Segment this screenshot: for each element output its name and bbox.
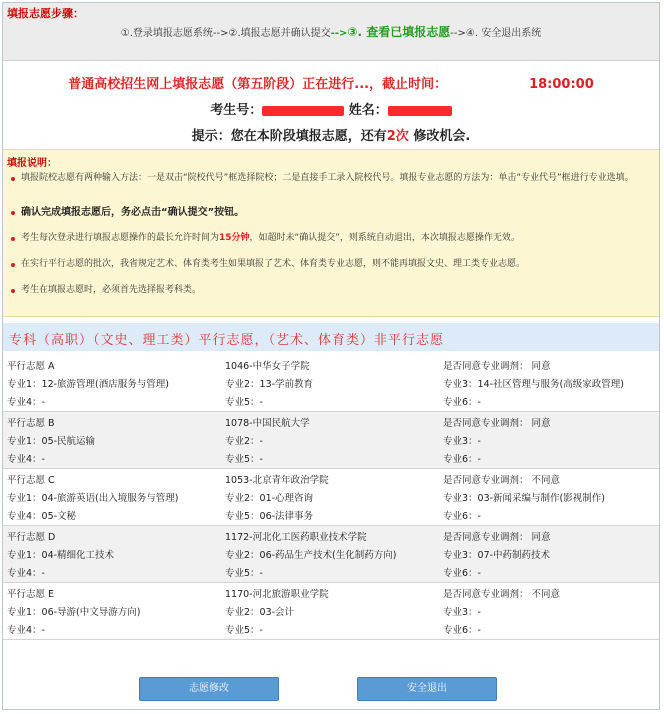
choice-major-6: 专业6：- [443, 625, 481, 636]
tip-prefix: 提示：您在本阶段填报志愿，还有 [191, 129, 387, 144]
page-frame [2, 2, 660, 710]
choice-major-2: 专业2：13-学前教育 [225, 379, 314, 390]
steps-row [3, 23, 659, 40]
choice-major-2: 专业2：03-会计 [225, 607, 295, 618]
choice-major-3: 专业3：- [443, 607, 481, 618]
instructions-title: 填报说明： [7, 158, 57, 169]
choice-major-1: 专业1：04-精细化工技术 [7, 550, 115, 561]
name-label: 姓名： [348, 103, 388, 118]
choice-major-5: 专业5：- [225, 568, 263, 579]
choice-school: 1170-河北旅游职业学院 [225, 589, 329, 600]
candidate-info [3, 99, 659, 118]
choice-major-6: 专业6：- [443, 454, 481, 465]
choice-major-4: 专业4：05-文秘 [7, 511, 77, 522]
note-time-limit-a: 考生每次登录进行填报志愿操作的最长允许时间为 [21, 233, 220, 243]
tip-suffix: 修改机会. [408, 129, 471, 144]
steps-title: 填报志愿步骤： [7, 7, 84, 20]
choice-school: 1172-河北化工医药职业技术学院 [225, 532, 367, 543]
choice-school: 1053-北京青年政治学院 [225, 475, 329, 486]
choice-label: 平行志愿 D [7, 532, 56, 543]
modify-choices-button[interactable]: 志愿修改 [139, 677, 279, 701]
choice-major-5: 专业5：- [225, 397, 263, 408]
tip-count: 2次 [386, 129, 409, 144]
choice-major-4: 专业4：- [7, 625, 45, 636]
choice-major-5: 专业5：- [225, 625, 263, 636]
step-arrow: --> [212, 28, 229, 39]
choice-major-1: 专业1：06-导游(中文导游方向) [7, 607, 141, 618]
choice-major-4: 专业4：- [7, 568, 45, 579]
choice-row-e [3, 583, 659, 640]
choice-adjust: 是否同意专业调剂： 同意 [443, 361, 551, 372]
choice-label: 平行志愿 C [7, 475, 55, 486]
steps-panel [3, 3, 659, 61]
choice-row-b [3, 412, 659, 469]
choice-major-1: 专业1：12-旅游管理(酒店服务与管理) [7, 379, 169, 390]
choice-row-d [3, 526, 659, 583]
choice-major-6: 专业6：- [443, 397, 481, 408]
redacted-date [447, 80, 529, 90]
step-view-current: ③. 查看已填报志愿 [347, 25, 451, 39]
headline-text: 普通高校招生网上填报志愿（第五阶段）正在进行...，截止时间： [68, 77, 448, 92]
choice-major-3: 专业3：- [443, 436, 481, 447]
note-select-category: 考生在填报志愿时，必须首先选择报考科类。 [21, 284, 651, 297]
choice-major-1: 专业1：05-民航运输 [7, 436, 96, 447]
step-arrow: --> [330, 28, 348, 39]
choice-label: 平行志愿 E [7, 589, 55, 600]
redacted-candidate-number [262, 106, 344, 116]
choice-major-3: 专业3：07-中药制药技术 [443, 550, 551, 561]
choice-major-3: 专业3：14-社区管理与服务(高级家政管理) [443, 379, 624, 390]
choice-school: 1046-中华女子学院 [225, 361, 310, 372]
note-art-sports: 在实行平行志愿的批次，我省规定艺术、体育类考生如果填报了艺术、体育类专业志愿，则不能再填报文史、理工类专业志愿。 [21, 258, 651, 271]
choice-major-1: 专业1：04-旅游英语(出入境服务与管理) [7, 493, 179, 504]
redacted-name [388, 106, 452, 116]
choice-major-4: 专业4：- [7, 397, 45, 408]
safe-exit-button[interactable]: 安全退出 [357, 677, 497, 701]
choice-label: 平行志愿 B [7, 418, 55, 429]
choice-major-2: 专业2：- [225, 436, 263, 447]
note-input-methods: 填报院校志愿有两种输入方法：一是双击“院校代号”框选择院校；二是直接手工录入院校代号。填报专业志愿的方法为：单击“专业代号”框进行专业选填。 [21, 172, 651, 185]
choice-major-2: 专业2：06-药品生产技术(生化制药方向) [225, 550, 397, 561]
choice-row-c [3, 469, 659, 526]
note-time-limit [21, 232, 651, 245]
section-title: 专科（高职）（文史、理工类）平行志愿，（艺术、体育类）非平行志愿 [9, 333, 445, 348]
choice-major-3: 专业3：03-新闻采编与制作(影视制作) [443, 493, 605, 504]
choice-adjust: 是否同意专业调剂： 不同意 [443, 475, 561, 486]
section-header [3, 323, 659, 351]
choice-adjust: 是否同意专业调剂： 不同意 [443, 589, 561, 600]
choice-major-4: 专业4：- [7, 454, 45, 465]
choice-major-2: 专业2：01-心理咨询 [225, 493, 314, 504]
choice-major-5: 专业5：- [225, 454, 263, 465]
note-time-limit-value: 15分钟 [219, 233, 250, 243]
note-confirm-submit: 确认完成填报志愿后，务必点击“确认提交”按钮。 [21, 206, 651, 219]
choice-major-6: 专业6：- [443, 511, 481, 522]
deadline-time: 18:00:00 [529, 77, 594, 92]
candidate-number-label: 考生号： [210, 103, 263, 118]
step-login: ①.登录填报志愿系统 [120, 28, 213, 39]
choice-major-6: 专业6：- [443, 568, 481, 579]
note-time-limit-b: ，如超时未“确认提交”，则系统自动退出，本次填报志愿操作无效。 [249, 233, 520, 243]
choice-adjust: 是否同意专业调剂： 同意 [443, 532, 551, 543]
choice-label: 平行志愿 A [7, 361, 55, 372]
choice-major-5: 专业5：06-法律事务 [225, 511, 314, 522]
step-fill: ②.填报志愿并确认提交 [228, 28, 331, 39]
choice-school: 1078-中国民航大学 [225, 418, 310, 429]
step-exit: ④. 安全退出系统 [465, 28, 542, 39]
modification-tip [3, 125, 659, 144]
deadline-headline [3, 73, 659, 92]
instructions-panel [3, 149, 659, 317]
choice-row-a [3, 355, 659, 412]
choice-adjust: 是否同意专业调剂： 同意 [443, 418, 551, 429]
step-arrow: --> [450, 28, 466, 39]
